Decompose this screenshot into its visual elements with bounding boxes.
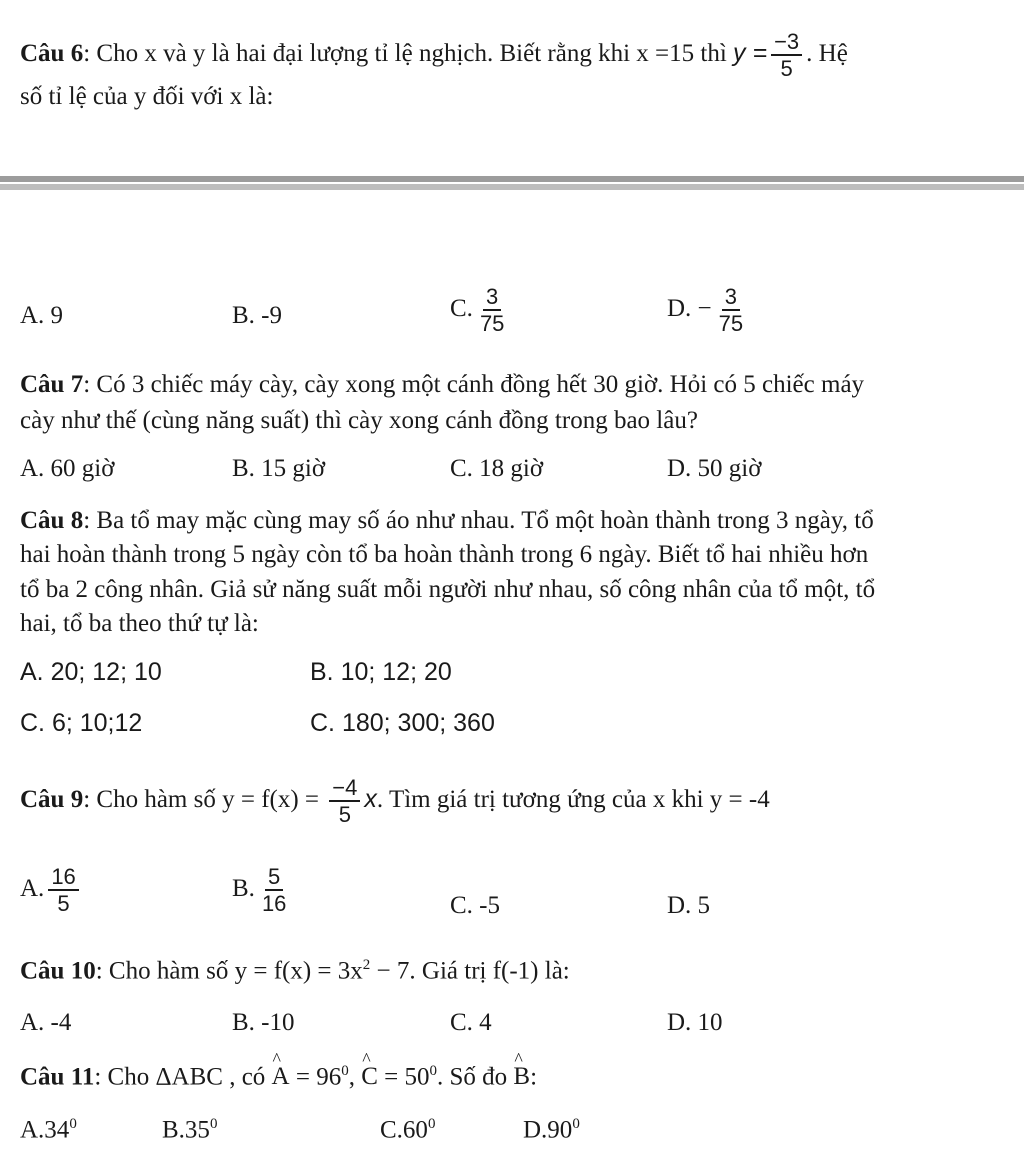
q7-option-d: D. 50 giờ [667, 455, 762, 482]
q11-eq-c: = 50 [377, 1063, 430, 1091]
q9-option-c: C. -5 [450, 892, 500, 919]
q11-option-d-deg: 0 [572, 1116, 580, 1132]
q10-line1 [20, 958, 570, 983]
q6-option-c [450, 285, 511, 335]
q11-line1 [20, 1064, 537, 1089]
q11-angle-b: ^ B [513, 1064, 530, 1089]
q9-label: Câu 9 [20, 785, 84, 813]
q11-eq-a: = 96 [289, 1063, 342, 1091]
q9-option-b [232, 865, 293, 915]
q9-option-a-prefix: A. [20, 874, 45, 902]
q7-option-c: C. 18 giờ [450, 455, 544, 482]
q11-label: Câu 11 [20, 1063, 95, 1091]
q8-line1 [20, 508, 874, 533]
q7-option-a: A. 60 giờ [20, 455, 115, 482]
q6-option-c-num: 3 [483, 285, 501, 311]
q9-option-a [20, 865, 83, 915]
q6-fraction [771, 30, 802, 80]
q11-colon: : [530, 1063, 538, 1091]
q6-option-c-fraction [477, 285, 507, 335]
q11-angle-a: ^ A [272, 1064, 290, 1089]
q9-option-b-num: 5 [265, 865, 283, 891]
q6-text1: : Cho x và y là hai đại lượng tỉ lệ nghịch. Biết rằng khi x =15 thì [83, 39, 734, 67]
q9-fraction [329, 776, 360, 826]
q6-frac-den: 5 [780, 56, 793, 82]
q11-text1: : Cho ΔABC , có [94, 1063, 272, 1091]
q6-y-eq: y = [733, 38, 768, 67]
q10-text2: − 7. Giá trị f(-1) là: [370, 957, 570, 985]
q6-option-d-num: 3 [722, 285, 740, 311]
q6-option-c-prefix: C. [450, 294, 473, 322]
q9-line1 [20, 776, 770, 826]
q11-option-b-value: B.35 [162, 1116, 210, 1144]
q6-option-d-den: 75 [718, 311, 744, 337]
q11-option-c-deg: 0 [427, 1116, 436, 1132]
q11-deg-c: 0 [429, 1063, 438, 1079]
q11-text2: . Số đo [437, 1063, 514, 1091]
q8-text1: : Ba tổ may mặc cùng may số áo như nhau. Tổ một hoàn thành trong 3 ngày, tổ [83, 507, 874, 534]
q11-option-a-value: A.34 [20, 1116, 70, 1144]
q11-option-a-deg: 0 [69, 1116, 77, 1132]
q10-option-b: B. -10 [232, 1009, 295, 1036]
q6-frac-num: −3 [771, 30, 802, 56]
q8-option-b: B. 10; 12; 20 [310, 658, 452, 686]
q9-text1: : Cho hàm số y = f(x) = [83, 785, 326, 813]
q7-label: Câu 7 [20, 371, 84, 398]
q6-option-d-prefix: D. − [667, 294, 712, 322]
q11-angle-c: ^ C [361, 1064, 378, 1089]
q6-label: Câu 6 [20, 39, 84, 67]
q9-option-a-fraction [48, 865, 78, 915]
q9-frac-den: 5 [338, 802, 351, 828]
q6-text2: . Hệ [806, 39, 848, 67]
q11-option-b [162, 1117, 217, 1142]
q6-line2: số tỉ lệ của y đối với x là: [20, 83, 274, 110]
q10-text1: : Cho hàm số y = f(x) = 3x [95, 957, 363, 985]
q10-option-d: D. 10 [667, 1009, 723, 1036]
q6-line1 [20, 30, 848, 80]
q10-option-c: C. 4 [450, 1009, 492, 1036]
q6-option-b: B. -9 [232, 302, 282, 329]
q9-text3: . Tìm giá trị tương ứng của x khi y = -4 [376, 785, 770, 813]
q10-option-a: A. -4 [20, 1009, 72, 1036]
divider-bar [0, 176, 1024, 182]
q8-option-a: A. 20; 12; 10 [20, 658, 162, 686]
divider-bar-lower [0, 184, 1024, 190]
q9-option-a-den: 5 [57, 891, 70, 917]
q8-line4: hai, tổ ba theo thứ tự là: [20, 610, 259, 637]
q8-line2: hai hoàn thành trong 5 ngày còn tổ ba hoàn thành trong 6 ngày. Biết tổ hai nhiều hơn [20, 541, 869, 568]
q11-comma: , [348, 1063, 362, 1091]
q11-option-c-value: C.60 [380, 1116, 428, 1144]
q11-option-c [380, 1117, 435, 1142]
q11-option-d-value: D.90 [523, 1116, 573, 1144]
q8-line3: tổ ba 2 công nhân. Giả sử năng suất mỗi người như nhau, số công nhân của tổ một, tổ [20, 576, 876, 603]
q6-option-d [667, 285, 750, 335]
q6-option-c-den: 75 [479, 311, 505, 337]
q6-option-d-fraction [716, 285, 746, 335]
q11-deg-a: 0 [341, 1063, 349, 1079]
q9-option-b-fraction [259, 865, 289, 915]
q8-label: Câu 8 [20, 507, 84, 534]
q9-option-d: D. 5 [667, 892, 711, 919]
q7-line2: cày như thế (cùng năng suất) thì cày xong cánh đồng trong bao lâu? [20, 407, 698, 434]
q7-line1 [20, 372, 864, 397]
q9-option-a-num: 16 [48, 865, 78, 891]
q7-option-b: B. 15 giờ [232, 455, 326, 482]
q9-option-b-prefix: B. [232, 874, 255, 902]
q9-option-b-den: 16 [261, 891, 287, 917]
q9-x: x [364, 784, 377, 813]
q6-option-a: A. 9 [20, 302, 64, 329]
q11-option-a [20, 1117, 77, 1142]
q9-frac-num: −4 [329, 776, 360, 802]
q11-option-d [523, 1117, 580, 1142]
q10-label: Câu 10 [20, 957, 96, 985]
q10-exponent: 2 [362, 957, 371, 973]
q8-option-c2: C. 180; 300; 360 [310, 709, 495, 737]
q7-text1: : Có 3 chiếc máy cày, cày xong một cánh đồng hết 30 giờ. Hỏi có 5 chiếc máy [83, 371, 865, 398]
q11-option-b-deg: 0 [209, 1116, 218, 1132]
q8-option-c: C. 6; 10;12 [20, 709, 143, 737]
